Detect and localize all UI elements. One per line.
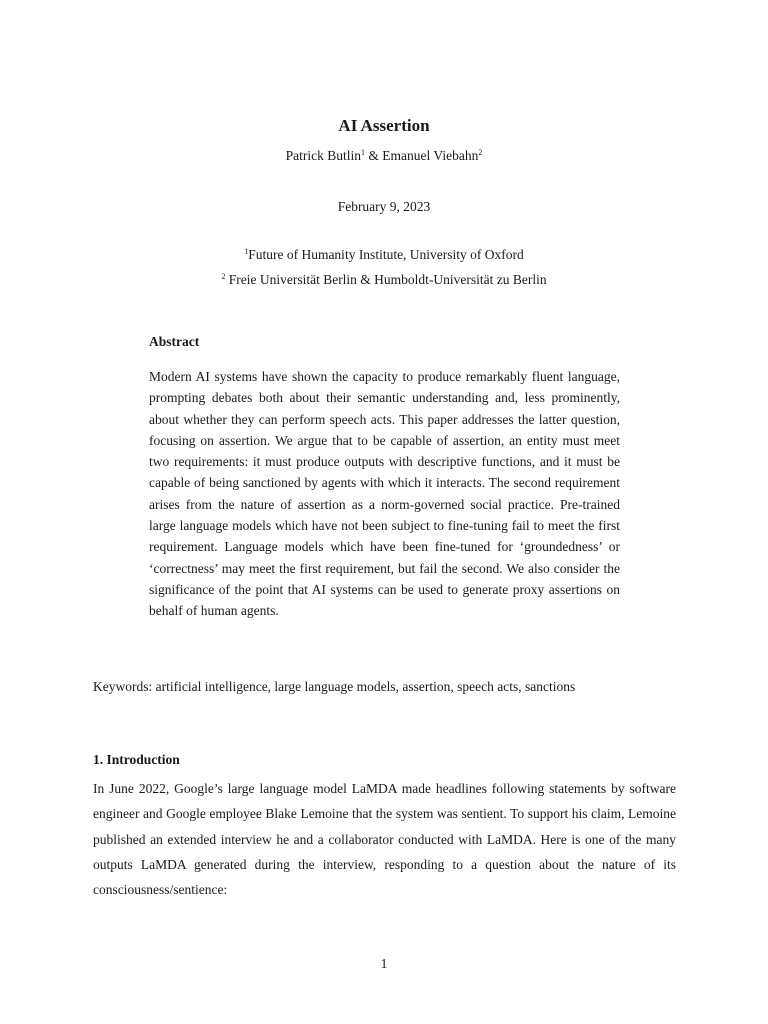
affiliation bbox=[0, 272, 768, 288]
abstract-body: Modern AI systems have shown the capacity to produce remarkably fluent language, prompting debates both about their semantic understanding and, less prominently, about whether they can perform speech acts. This paper addresses the latter question, focusing on assertion. We argue that to be capable of assertion, an entity must meet two requirements: it must produce outputs with descriptive functions, and it must be capable of being sanctioned by agents with which it interacts. The second requirement arises from the nature of assertion as a norm-governed social practice. Pre-trained large language models which have not been subject to fine-tuning fail to meet the first requirement. Language models which have been fine-tuned for ‘groundedness’ or ‘correctness’ may meet the first requirement, but fail the second. We also consider the significance of the point that AI systems can be used to generate proxy assertions on behalf of human agents. bbox=[149, 369, 620, 619]
paper-title: AI Assertion bbox=[338, 116, 430, 135]
author-separator: & bbox=[365, 148, 383, 163]
body-paragraph: In June 2022, Google’s large language model LaMDA made headlines following statements by software engineer and Google employee Blake Lemoine that the system was sentient. To support his claim, Lemoine published an extended interview he and a collaborator conducted with LaMDA. Here is one of the many outputs LaMDA generated during the interview, responding to a question about the nature of its consciousness/sentience: bbox=[93, 781, 676, 898]
affiliation-text: Freie Universität Berlin & Humboldt-Universität zu Berlin bbox=[225, 272, 547, 287]
affiliation-marker: 1 bbox=[244, 247, 249, 256]
abstract-heading: Abstract bbox=[149, 334, 200, 349]
page-number: 1 bbox=[380, 956, 388, 971]
affiliation-text: Future of Humanity Institute, University of Oxford bbox=[248, 247, 524, 262]
author-name: Emanuel Viebahn bbox=[382, 148, 479, 163]
keywords-line: Keywords: artificial intelligence, large language models, assertion, speech acts, sanctions bbox=[93, 679, 576, 694]
author-name: Patrick Butlin bbox=[285, 148, 362, 163]
author-line bbox=[0, 148, 768, 164]
section-heading: 1. Introduction bbox=[93, 752, 180, 767]
affiliation-marker: 2 bbox=[221, 272, 226, 281]
publication-date: February 9, 2023 bbox=[337, 199, 431, 214]
affiliation bbox=[0, 247, 768, 263]
affiliation-marker: 2 bbox=[478, 148, 483, 157]
affiliation-marker: 1 bbox=[361, 148, 366, 157]
